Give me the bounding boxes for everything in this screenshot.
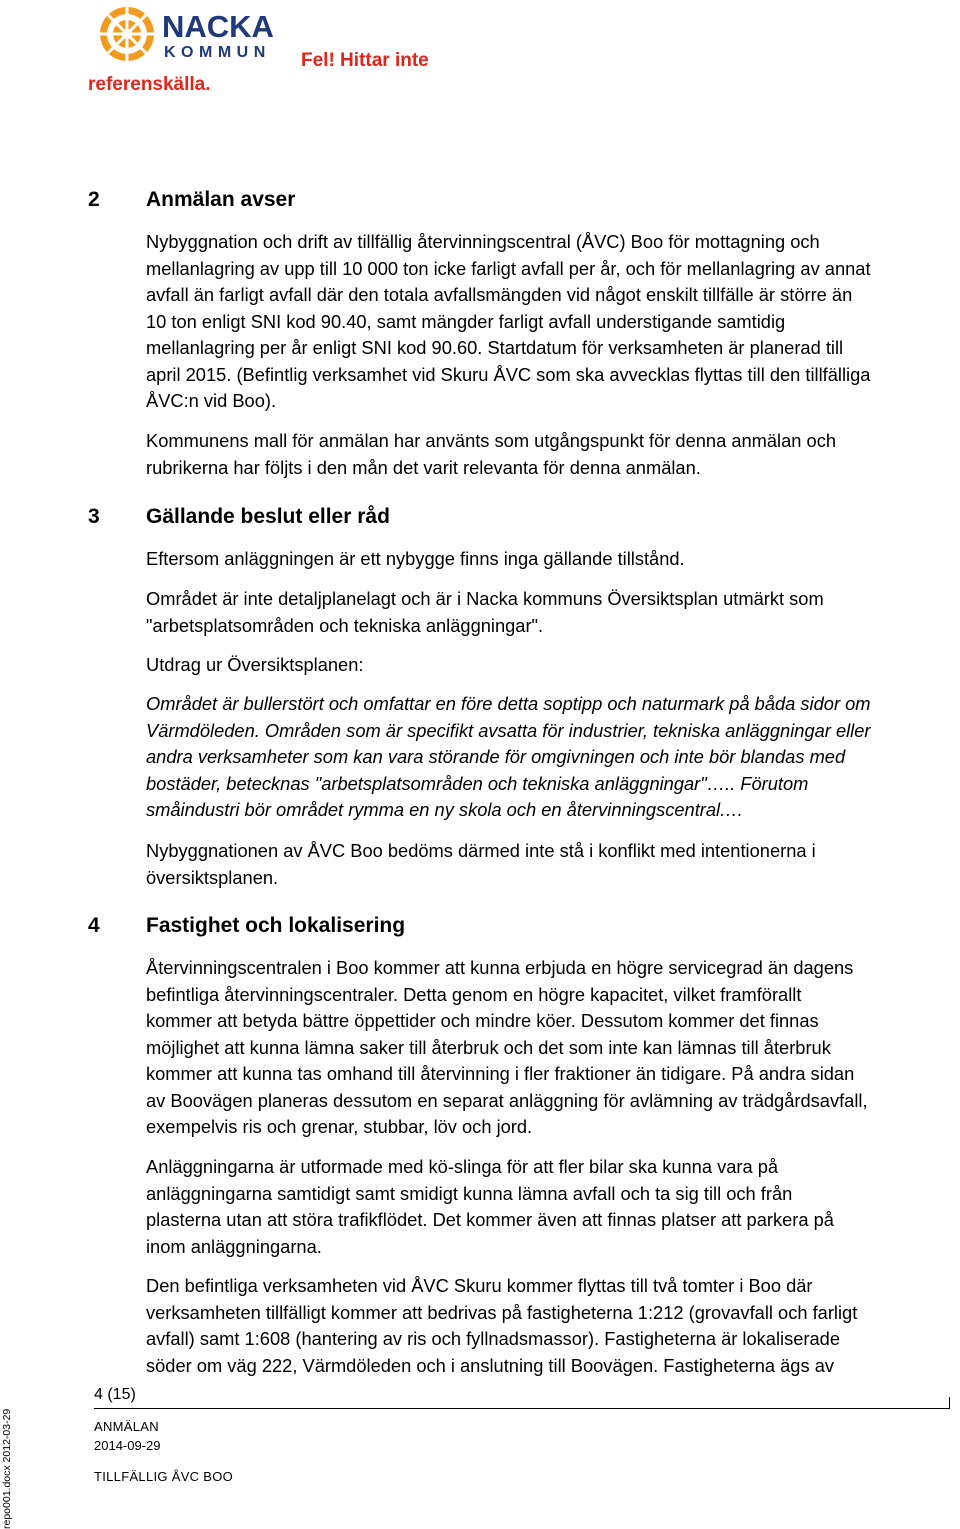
- reference-error-line2: referenskälla.: [88, 74, 211, 95]
- text-line: Eftersom anläggningen är ett nybygge finns inga gällande tillstånd.: [146, 548, 685, 569]
- template-id-text: repo001.docx 2012-03-29: [1, 1408, 13, 1529]
- text-line: Området är inte detaljplanelagt och är i Nacka kommuns Översiktsplan utmärkt som: [146, 588, 824, 609]
- paragraph: [146, 838, 958, 891]
- text-line: Den befintliga verksamheten vid ÅVC Skuru kommer flyttas till två tomter i Boo där: [146, 1275, 813, 1296]
- section-heading-3: [88, 505, 390, 529]
- text-line: Anläggningarna är utformade med kö-slinga för att fler bilar ska kunna vara på: [146, 1156, 779, 1177]
- reference-error-line1: Fel! Hittar inte: [301, 50, 429, 71]
- footer-doc-title: TILLFÄLLIG ÅVC BOO: [94, 1469, 234, 1484]
- section-number: 2: [88, 188, 100, 211]
- section-title: Anmälan avser: [146, 188, 296, 211]
- text-line: befintliga återvinningscentraler. Detta genom en högre kapacitet, vilket framförallt: [146, 983, 802, 1005]
- paragraph: [146, 229, 958, 415]
- logo-text-nacka: NACKA: [162, 9, 274, 44]
- paragraph: [146, 1273, 958, 1379]
- text-line: kommer att betyda bättre öppettider och mindre köer. Dessutom kommer det finnas: [146, 1010, 819, 1031]
- text-line: Utdrag ur Översiktsplanen:: [146, 654, 364, 675]
- text-line: Nybyggnation och drift av tillfällig återvinningscentral (ÅVC) Boo för mottagning och: [146, 231, 820, 252]
- footer-date: 2014-09-29: [94, 1438, 161, 1453]
- text-line: Värmdöleden. Områden som är specifikt avsatta för industrier, tekniska anläggningar eller: [146, 719, 871, 741]
- footer-divider: [94, 1408, 950, 1409]
- text-line: rubrikerna har följts i den mån det varit relevanta för denna anmälan.: [146, 456, 701, 478]
- text-line: kommer att kunna tas omhand till återvinning i fler fraktioner än tidigare. På andra sidan: [146, 1063, 855, 1084]
- text-line: verksamheten tillfälligt kommer att bedrivas på fastigheterna 1:212 (grovavfall och farligt: [146, 1301, 858, 1323]
- text-line: småindustri bör området rymma en ny skola och en återvinningscentral.…: [146, 799, 744, 820]
- paragraph: [146, 546, 958, 573]
- text-line: 10 ton enligt SNI kod 90.40, samt mängder farligt avfall understigande samtidig: [146, 310, 786, 332]
- text-line: av Boovägen planeras dessutom en separat anläggning för avlämning av trädgårdsavfall,: [146, 1089, 868, 1111]
- paragraph: [146, 652, 958, 679]
- text-line: mellanlagring per år enligt SNI kod 90.60. Startdatum för verksamheten är planerad till: [146, 337, 844, 358]
- page-number: 4 (15): [94, 1386, 136, 1403]
- logo-emblem: [96, 2, 286, 68]
- section-number: 3: [88, 505, 100, 528]
- footer-divider-tick: [949, 1397, 950, 1409]
- section-heading-4: [88, 914, 405, 938]
- text-line: avfall) samt 1:608 (hantering av ris och fyllnadsmassor). Fastigheterna är lokaliserade: [146, 1328, 840, 1349]
- template-id-vertical: [0, 1408, 16, 1529]
- section-title: Fastighet och lokalisering: [146, 914, 406, 937]
- text-line: Kommunens mall för anmälan har använts som utgångspunkt för denna anmälan och: [146, 430, 837, 451]
- text-line: Området är bullerstört och omfattar en före detta soptipp och naturmark på båda sidor om: [146, 693, 871, 714]
- section-title: Gällande beslut eller råd: [146, 505, 390, 528]
- paragraph: [146, 955, 958, 1141]
- paragraph: [146, 1154, 958, 1260]
- text-line: exempelvis ris och grenar, stubbar, löv och jord.: [146, 1116, 533, 1137]
- text-line: april 2015. (Befintlig verksamhet vid Skuru ÅVC som ska avvecklas flyttas till den tillfälliga: [146, 363, 871, 385]
- text-line: andra verksamheter som kan vara störande för omgivningen och inte bör blandas med: [146, 746, 846, 767]
- nacka-kommun-logo: [96, 2, 286, 68]
- text-line: plasterna utan att störa trafikflödet. Det kommer även att finnas platser att parkera på: [146, 1209, 834, 1230]
- text-line: möjlighet att kunna lämna saker till återbruk och det som inte kan lämnas till återbruk: [146, 1036, 831, 1058]
- footer-doc-type: ANMÄLAN: [94, 1419, 159, 1434]
- section-number: 4: [88, 914, 100, 937]
- text-line: Nybyggnationen av ÅVC Boo bedöms därmed inte stå i konflikt med intentionerna i: [146, 840, 816, 861]
- text-line: Återvinningscentralen i Boo kommer att kunna erbjuda en högre servicegrad än dagens: [146, 957, 854, 978]
- text-line: ÅVC:n vid Boo).: [146, 390, 277, 411]
- paragraph: [146, 428, 958, 481]
- quoted-excerpt: [146, 691, 958, 824]
- text-line: avfall än farligt avfall där den totala avfallsmängden vid något enskilt tillfälle är större än: [146, 284, 853, 305]
- text-line: bostäder, betecknas "arbetsplatsområden och tekniska anläggningar"….. Förutom: [146, 772, 809, 794]
- section-heading-2: [88, 188, 295, 212]
- logo-text-kommun: KOMMUN: [164, 44, 271, 61]
- paragraph: [146, 586, 958, 639]
- text-line: inom anläggningarna.: [146, 1235, 322, 1257]
- text-line: anläggningarna samtidigt samt smidigt kunna lämna avfall och ta sig till och från: [146, 1182, 793, 1204]
- text-line: översiktsplanen.: [146, 866, 279, 888]
- text-line: söder om väg 222, Värmdöleden och i anslutning till Boovägen. Fastigheterna ägs av: [146, 1354, 835, 1376]
- text-line: "arbetsplatsområden och tekniska anläggningar".: [146, 614, 544, 636]
- text-line: mellanlagring av upp till 10 000 ton icke farligt avfall per år, och för mellanlagring av annat: [146, 257, 871, 279]
